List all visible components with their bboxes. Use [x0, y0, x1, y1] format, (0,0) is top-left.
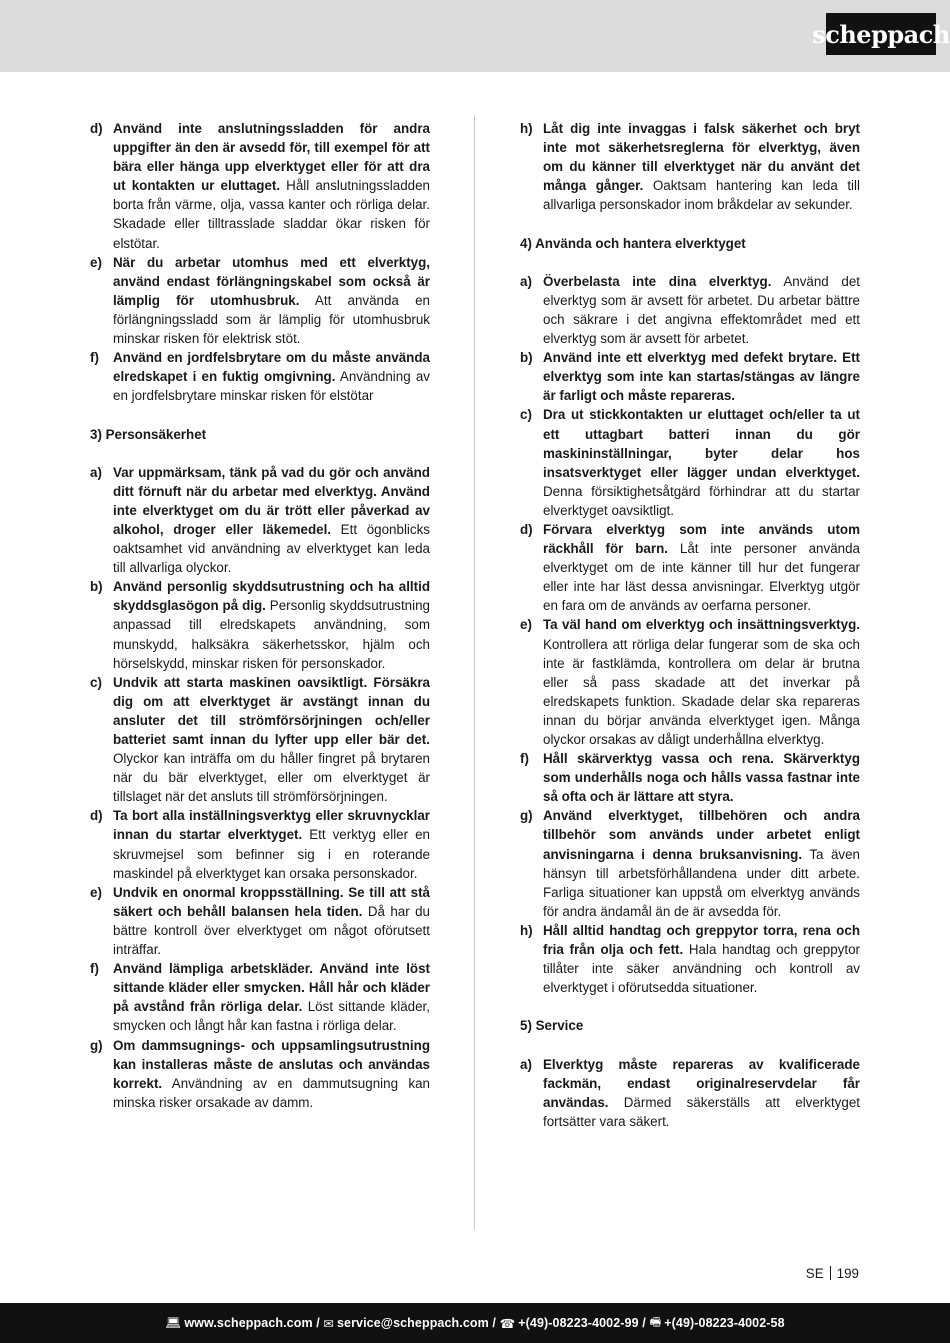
item-body — [113, 673, 430, 807]
logo-text: scheppach — [812, 19, 950, 49]
left-column — [90, 119, 430, 1112]
item-letter: b) — [90, 579, 103, 595]
paragraph-gap — [520, 1036, 860, 1055]
item-letter: a) — [90, 464, 102, 480]
item-body — [113, 119, 430, 253]
item-letter: a) — [520, 1056, 532, 1072]
item-body — [113, 959, 430, 1035]
item-letter: a) — [520, 273, 532, 289]
page-number-separator — [830, 1266, 831, 1280]
item-body — [113, 883, 430, 959]
item-text: Oaktsam hantering kan leda till allvarliga personskador inom bråkdelar av sekunder. — [543, 178, 860, 213]
list-item — [520, 119, 860, 214]
item-bold-text: Håll alltid handtag och greppytor torra, rena och fria från olja och fett. — [543, 922, 860, 958]
item-letter: e) — [90, 254, 102, 270]
item-bold-text: Ta bort alla inställningsverktyg eller skruvnycklar innan du startar elverktyget. — [113, 808, 430, 843]
item-bold-text: När du arbetar utomhus med ett elverktyg, använd endast förlängningskabel som också är lämplig för utomhusbruk. — [113, 254, 430, 308]
item-bold-text: Använd inte ett elverktyg med defekt brytare. Ett elverktyg som inte kan startas/stängas av längre är farligt och måste repareras. — [543, 350, 860, 404]
computer-icon: 💻︎ — [165, 1315, 182, 1330]
footer-phone[interactable]: +(49)-08223-4002-99 — [518, 1316, 639, 1330]
footer-separator: / — [638, 1316, 650, 1330]
item-text: Personlig skyddsutrustning anpassad till elredskapets användning, som munskydd, halksäkra säkerhetsskor, hjälm och hörselskydd, minskar risken för personskador. — [113, 598, 430, 671]
item-bold-text: Elverktyg måste repareras av kvalificerade fackmän, endast originalreservdelar får användas. — [543, 1056, 860, 1110]
fax-icon: 🖷︎ — [649, 1314, 662, 1329]
list-item — [520, 806, 860, 921]
list-item — [90, 673, 430, 807]
item-bold-text: Förvara elverktyg som inte används utom räckhåll för barn. — [543, 521, 860, 557]
footer-separator: / — [488, 1316, 500, 1330]
phone-icon: ☎︎ — [499, 1316, 516, 1331]
item-bold-text: Använd lämpliga arbetskläder. Använd inte löst sittande kläder eller smycken. Håll hår och kläder på avstånd från rörliga delar. — [113, 961, 430, 1015]
item-bold-text: Överbelasta inte dina elverktyg. — [543, 273, 772, 289]
item-body — [543, 405, 860, 520]
item-text: Olyckor kan inträffa om du håller fingret på brytaren när du bär elverktyget, eller om elverktyget är tillslaget när det ansluts till strömförsörjningen. — [113, 751, 430, 805]
item-letter: h) — [520, 121, 533, 136]
item-bold-text: Ta väl hand om elverktyg och insättningsverktyg. — [543, 617, 860, 633]
list-item — [90, 119, 430, 253]
item-body — [113, 806, 430, 882]
paragraph-gap — [90, 405, 430, 424]
item-text: Ett ögonblicks oaktsamhet vid användning av elverktyget kan leda till allvarliga olyckor. — [113, 521, 430, 576]
column-divider — [474, 115, 475, 1230]
item-body — [543, 119, 860, 214]
item-letter: e) — [520, 617, 532, 633]
right-column — [520, 119, 860, 1131]
item-bold-text: Låt dig inte invaggas i falsk säkerhet och bryt inte mot säkerhetsreglerna för elverktyg, även om du känner till elverktyget när du använt det många gånger. — [543, 121, 860, 194]
item-text: Användning av en dammutsugning kan minska risker orsakade av damm. — [113, 1075, 430, 1110]
list-item — [520, 615, 860, 749]
item-letter: f) — [90, 961, 99, 977]
scheppach-logo — [812, 13, 950, 55]
list-item — [520, 348, 860, 405]
list-item — [90, 463, 430, 578]
item-text: Denna försiktighetsåtgärd förhindrar att du startar elverktyget oavsiktligt. — [543, 483, 860, 518]
item-text: Användning av en jordfelsbrytare minskar risken för elstötar — [113, 369, 430, 404]
item-text: Att använda en förlängningssladd som är lämplig för utomhusbruk minskar risken för elektrisk stöt. — [113, 292, 430, 347]
item-body — [113, 253, 430, 348]
item-text: Ett verktyg eller en skruvmejsel som befinner sig i en roterande maskindel på elverktyget kan orsaka personskador. — [113, 827, 430, 881]
item-letter: b) — [520, 350, 533, 366]
item-body — [543, 348, 860, 405]
item-body — [543, 749, 860, 806]
item-bold-text: Dra ut stickkontakten ur eluttaget och/eller ta ut ett uttagbart batteri innan du gör maskininställningar, byter delar hos insatsverktyget eller lägger undan elverktyget. — [543, 407, 860, 480]
item-bold-text: Håll skärverktyg vassa och rena. Skärverktyg som underhålls noga och hålls vassa fastnar inte så ofta och är lättare att styra. — [543, 751, 860, 805]
list-item — [90, 577, 430, 672]
item-text: Löst sittande kläder, smycken och långt hår kan fastna i rörliga delar. — [113, 999, 430, 1034]
list-item — [90, 806, 430, 882]
item-bold-text: Om dammsugnings- och uppsamlingsutrustning kan installeras måste de anslutas och användas korrekt. — [113, 1037, 430, 1091]
paragraph-gap — [520, 253, 860, 272]
item-letter: d) — [90, 121, 103, 136]
item-letter: f) — [520, 751, 529, 767]
item-letter: g) — [90, 1037, 103, 1053]
footer-separator: / — [312, 1316, 324, 1330]
item-letter: d) — [90, 808, 103, 824]
page-number — [806, 1264, 859, 1283]
item-text: Ta även hänsyn till arbetsförhållandena under ditt arbete. Farliga situationer kan uppstå om elverktyg används för andra ändamål än de är avsedda för. — [543, 846, 860, 919]
item-letter: f) — [90, 350, 99, 366]
item-letter: g) — [520, 808, 533, 824]
list-item — [520, 1055, 860, 1131]
list-item — [90, 959, 430, 1035]
list-item — [520, 272, 860, 348]
list-item — [520, 749, 860, 806]
list-item — [90, 348, 430, 405]
item-body — [543, 1055, 860, 1131]
item-bold-text: Undvik att starta maskinen oavsiktligt. Försäkra dig om att elverktyget är avstängt innan du ansluter det till strömförsörjningen och/eller batteriet samt innan du lyfter upp eller bär det. — [113, 674, 430, 747]
page-language: SE — [805, 1266, 824, 1281]
item-bold-text: Använd elverktyget, tillbehören och andra tillbehör som används under arbetet enligt anvisningarna i denna bruksanvisning. — [543, 808, 860, 862]
item-text: Då har du bättre kontroll över elverktyget om något oförutsett inträffar. — [113, 903, 430, 958]
item-text: Låt inte personer använda elverktyget om de inte känner till hur det fungerar eller inte har läst dessa anvisningar. Elverktyg utgör en fara om de används av oerfarna personer. — [543, 541, 860, 614]
item-letter: d) — [520, 521, 533, 537]
list-item — [520, 405, 860, 520]
footer-website[interactable]: www.scheppach.com — [184, 1316, 313, 1330]
item-body — [543, 272, 860, 348]
item-body — [113, 463, 430, 578]
item-letter: h) — [520, 922, 533, 938]
item-body — [113, 1036, 430, 1112]
item-body — [113, 348, 430, 405]
footer-bar — [0, 1303, 950, 1343]
paragraph-gap — [90, 444, 430, 463]
item-text: Därmed säkerställs att elverktyget fortsätter vara säkert. — [543, 1094, 860, 1129]
item-body — [543, 615, 860, 749]
header-band — [0, 0, 950, 72]
item-letter: e) — [90, 884, 102, 900]
footer-fax: +(49)-08223-4002-58 — [664, 1316, 785, 1330]
section-heading: 4) Använda och hantera elverktyget — [520, 235, 746, 251]
item-body — [543, 806, 860, 921]
item-body — [543, 921, 860, 997]
item-bold-text: Använd en jordfelsbrytare om du måste använda elredskapet i en fuktig omgivning. — [113, 350, 430, 385]
item-text: Hala handtag och greppytor tillåter inte säker användning och kontroll av elverktyget i oförutsedda situationer. — [543, 942, 860, 996]
list-item — [90, 883, 430, 959]
section-heading: 3) Personsäkerhet — [90, 426, 207, 442]
page-number-value: 199 — [836, 1266, 859, 1281]
footer-email[interactable]: service@scheppach.com — [336, 1316, 489, 1330]
item-bold-text: Undvik en onormal kroppsställning. Se till att stå säkert och behåll balansen hela tiden. — [113, 884, 430, 919]
item-text: Använd det elverktyg som är avsett för arbetet. Du arbetar bättre och säkrare i det angivna effektområdet med ett elverktyg som är avsett för arbetet. — [543, 273, 860, 347]
item-text: Kontrollera att rörliga delar fungerar som de ska och inte är fastklämda, kontrollera om delar är brutna eller så pass skadade att det inverkar på elredskapets funktion. Skadade delar ska repareras innan du börjar använda elverktyget igen. Många olyckor orsakas av dåligt underhållna elverktyg. — [543, 636, 860, 747]
section-heading: 5) Service — [520, 1018, 584, 1034]
item-body — [543, 520, 860, 615]
item-letter: c) — [520, 407, 532, 423]
list-item — [520, 921, 860, 997]
list-item — [520, 520, 860, 615]
paragraph-gap — [520, 997, 860, 1016]
item-body — [113, 577, 430, 672]
item-bold-text: Var uppmärksam, tänk på vad du gör och använd ditt förnuft när du arbetar med elverktyg. Använd inte elverktyget om du är trött eller påverkad av alkohol, droger eller läkemedel. — [113, 464, 430, 537]
item-bold-text: Använd inte anslutningssladden för andra uppgifter än den är avsedd för, till exempel för att bära eller hänga upp elverktyget eller för att dra ut kontakten ur eluttaget. — [113, 121, 430, 194]
item-text: Håll anslutningssladden borta från värme, olja, vassa kanter och rörliga delar. Skadade eller tilltrasslade sladdar ökar risken för elstötar. — [113, 178, 430, 251]
list-item — [90, 253, 430, 348]
paragraph-gap — [520, 214, 860, 233]
email-icon: ✉︎ — [323, 1316, 334, 1331]
list-item — [90, 1036, 430, 1112]
item-letter: c) — [90, 674, 102, 690]
item-bold-text: Använd personlig skyddsutrustning och ha alltid skyddsglasögon på dig. — [113, 579, 430, 614]
